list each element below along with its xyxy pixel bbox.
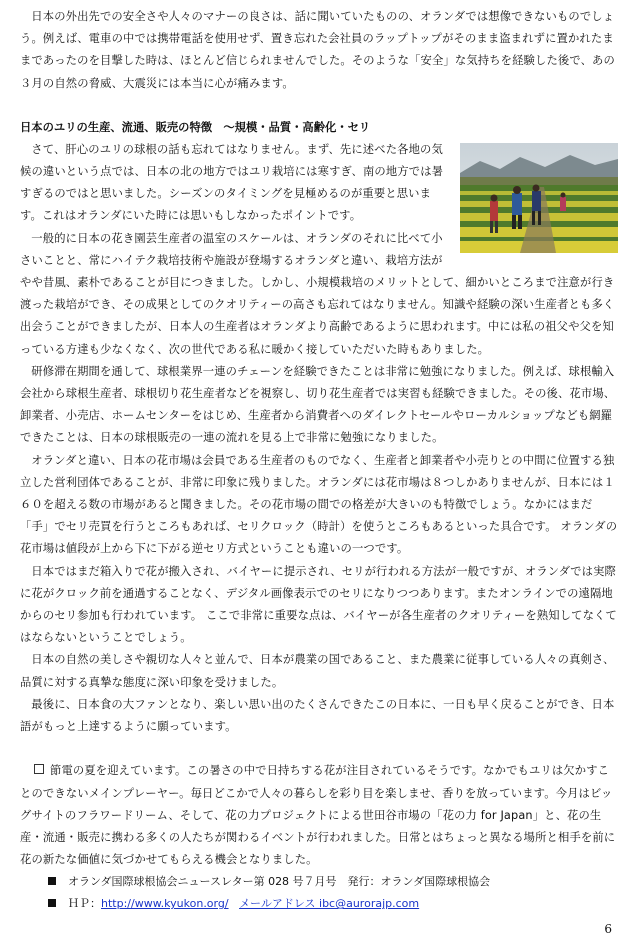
homepage-link[interactable]: http://www.kyukon.org/ [101, 897, 229, 911]
section-paragraph: 最後に、日本食の大ファンとなり、楽しい思い出のたくさんできたこの日本に、一日も早く戻ることができ、日本語がもっと上達するように願っています。 [20, 697, 615, 734]
email-link[interactable]: メールアドレス ibc@aurorajp.com [239, 897, 420, 911]
document-page [20, 6, 618, 915]
notice-paragraph [20, 760, 618, 871]
spacer [20, 95, 618, 117]
section-paragraph: オランダと違い、日本の花市場は会員である生産者のものでなく、生産者と卸業者や小売りとの中間に位置する独立した営利団体であることが、非常に印象に残りました。オランダには花市場は８つしかありませんが、日本には１６０を超える数の市場があると聞きました。その花市場の間での格差が大きいのも特徴でしょう。なかにはまだ「手」でセリ売買を行うところもあれば、セリクロック（時計）を使うところもあるといった具合です。 オランダの花市場は値段が上から下に下がる逆セリ方式ということも違いの一つです。 [20, 453, 618, 556]
section-paragraph: 一般的に日本の花き園芸生産者の温室のスケールは、オランダのそれに比べて小さいことと、常にハイテク栽培技術や施設が登場するオランダと違い、栽培方法がやや昔風、素朴であることが目につきました。しかし、小規模栽培のメリットとして、細かいところまで注意が行き渡った栽培ができ、その成果としてのクオリティーの高さも忘れてはなりません。知識や経験の深い生産者とも多く出会うことができましたが、日本人の生産者はオランダより高齢であるように思われます。中には私の祖父や父を知っている方達も少なくなく、次の世代である私に暖かく接していただいた時もありました。 [20, 231, 615, 356]
square-bullet-icon [48, 899, 56, 907]
checkbox-square-icon [34, 764, 44, 774]
page-number: 6 [604, 922, 612, 936]
notice-text: 節電の夏を迎えています。この暑さの中で日持ちする花が注目されているそうです。なかでもユリは欠かすことのできないメインプレーヤー。毎日どこかで人々の暮らしを彩り目を楽しませ、香りを放っています。今月はビッグサイトのフラワードリーム、そして、花の力プロジェクトによる世田谷市場の「花の力 for Japan」と、花の生産・流通・販売に携わる多くの人たちが関わるイベントが行われました。日常とはちょっと異なる場所と相手を前に花の新たな価値に気づかせてもらえる機会となりました。 [20, 764, 616, 867]
section-paragraph: 研修滞在期間を通して、球根業界一連のチェーンを経験できたことは非常に勉強になりました。例えば、球根輸入会社から球根生産者、球根切り花生産者などを視察し、切り花生産者では実習も経験できました。その後、花市場、卸業者、小売店、ホームセンターをはじめ、生産者から消費者へのダイレクトセールやローカルショップなども網羅できたことは、日本の球根販売の一連の流れを見る上で非常に勉強になりました。 [20, 364, 616, 445]
section-heading: 日本のユリの生産、流通、販売の特徴 ～規模・品質・高齢化・セリ [20, 120, 371, 134]
lily-field-photo [460, 143, 618, 253]
intro-paragraph: 日本の外出先での安全さや人々のマナーの良さは、話に聞いていたものの、オランダでは想像できないものでしょう。例えば、電車の中では携帯電話を使用せず、置き忘れた会社員のラップトップがそのまま盗まれずに置かれたままであったのを目撃した時は、ほとんど信じられませんでした。そのような「安全」な気持ちを経験した後で、あの３月の自然の脅威、大震災には本当に心が痛みます。 [20, 10, 615, 90]
footer-links [20, 893, 618, 915]
footer-newsletter [20, 871, 618, 893]
section-paragraph: 日本ではまだ箱入りで花が搬入され、バイヤーに提示され、セリが行われる方法が一般ですが、オランダでは実際に花がクロック前を通過することなく、デジタル画像表示でのセリになりつつあります。またオンラインでの遠隔地からのセリ参加も行われています。 ここで非常に重要な点は、バイヤーが各生産者のクオリティーを熟知してなくてはならないということでしょう。 [20, 564, 617, 645]
newsletter-text: オランダ国際球根協会ニュースレター第 028 号７月号 発行：オランダ国際球根協会 [68, 875, 491, 889]
hp-label: ＨＰ： [68, 897, 101, 911]
section-paragraph: さて、肝心のユリの球根の話も忘れてはなりません。まず、先に述べた各地の気候の違いという点では、日本の北の地方ではユリ栽培には寒すぎ、南の地方では暑すぎるのではと思いました。シーズンのタイミングを見極めるのが重要と思います。これはオランダにいた時には思いもしなかったポイントです。 [20, 142, 444, 223]
spacer [20, 738, 618, 760]
square-bullet-icon [48, 877, 56, 885]
section-paragraph: 日本の自然の美しさや親切な人々と並んで、日本が農業の国であること、また農業に従事している人々の真剣さ、品質に対する真摯な態度に深い印象を受けました。 [20, 653, 615, 689]
